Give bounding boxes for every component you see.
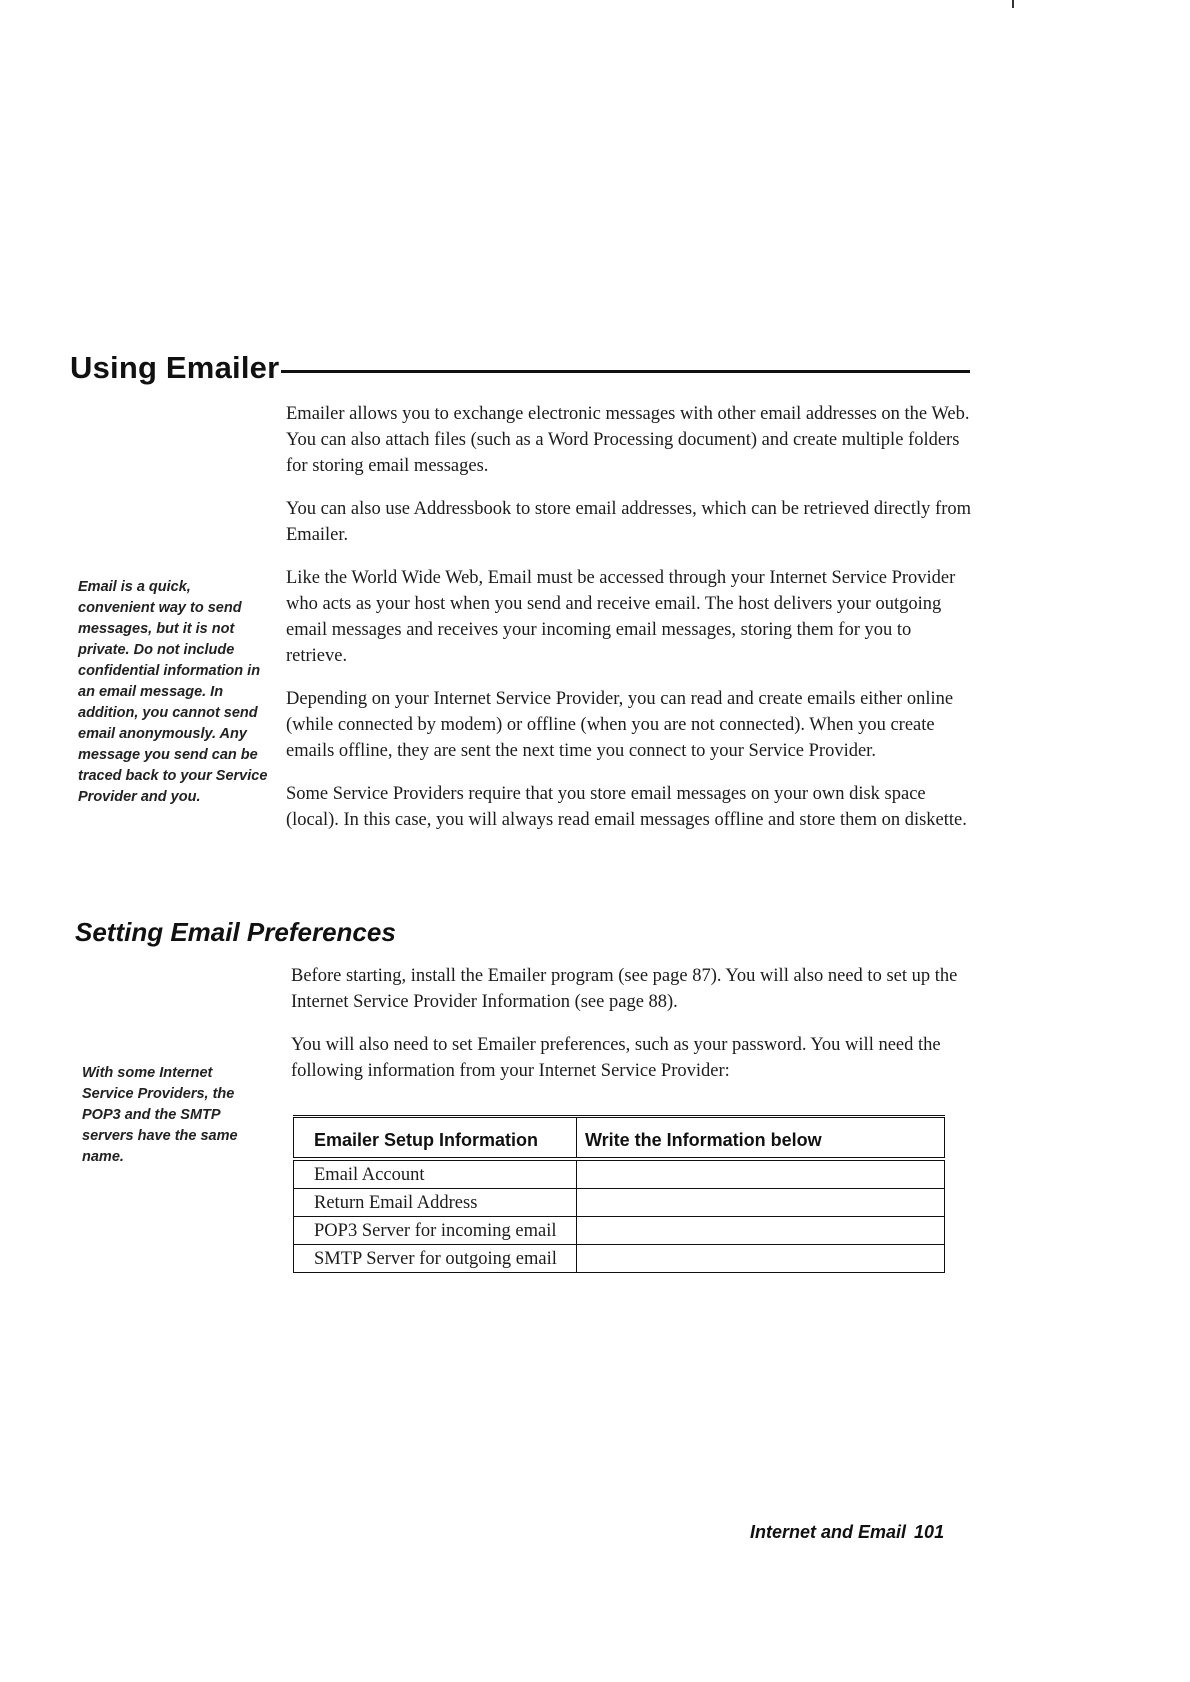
privacy-sidenote: Email is a quick, convenient way to send messages, but it is not private. Do not include confidential information in an email message. In addition, you cannot send email anonymously. Any message you send can be traced back to your Service Provider and you. [78, 579, 268, 805]
column-header: Write the Information below [577, 1117, 945, 1160]
footer-chapter: Internet and Email [750, 1522, 907, 1542]
paragraph: You will also need to set Emailer preferences, such as your password. You will need the following information from your Internet Service Provider: [291, 1035, 941, 1081]
preferences-text [291, 963, 971, 1101]
paragraph: Before starting, install the Emailer program (see page 87). You will also need to set up the Internet Service Provider Information (see page 88). [291, 966, 958, 1012]
paragraph: You can also use Addressbook to store email addresses, which can be retrieved directly from Emailer. [286, 499, 972, 545]
write-in-cell [577, 1217, 945, 1245]
setup-item: POP3 Server for incoming email [294, 1217, 577, 1245]
table-row [294, 1189, 945, 1217]
page-edge-mark [1012, 0, 1014, 8]
servers-sidenote: With some Internet Service Providers, the POP3 and the SMTP servers have the same name. [82, 1065, 238, 1165]
setup-item: Return Email Address [294, 1189, 577, 1217]
write-in-cell [577, 1189, 945, 1217]
paragraph: Like the World Wide Web, Email must be accessed through your Internet Service Provider who acts as your host when you send and receive email. The host delivers your outgoing email messages and receives your incoming email messages, storing them for you to retrieve. [286, 568, 956, 666]
write-in-cell [577, 1245, 945, 1273]
setup-item: Email Account [294, 1159, 577, 1189]
setup-info-table [293, 1115, 945, 1273]
table-row [294, 1159, 945, 1189]
write-in-cell [577, 1159, 945, 1189]
column-header: Emailer Setup Information [294, 1117, 577, 1160]
subsection-title: Setting Email Preferences [75, 917, 396, 947]
intro-text [286, 401, 976, 850]
paragraph: Some Service Providers require that you store email messages on your own disk space (local). In this case, you will always read email messages offline and store them on diskette. [286, 784, 967, 830]
section-title: Using Emailer [70, 350, 280, 385]
table-header-row [294, 1117, 945, 1160]
title-rule [281, 370, 970, 373]
table-row [294, 1217, 945, 1245]
section-heading [70, 352, 970, 383]
paragraph: Emailer allows you to exchange electronic messages with other email addresses on the Web. You can also attach files (such as a Word Processing document) and create multiple folders for storing email messages. [286, 404, 970, 476]
setup-item: SMTP Server for outgoing email [294, 1245, 577, 1273]
table-row [294, 1245, 945, 1273]
page-footer [750, 1522, 944, 1543]
paragraph: Depending on your Internet Service Provider, you can read and create emails either online (while connected by modem) or offline (when you are not connected). When you create emails offline, they are sent the next time you connect to your Service Provider. [286, 689, 954, 761]
page-number: 101 [914, 1522, 945, 1542]
